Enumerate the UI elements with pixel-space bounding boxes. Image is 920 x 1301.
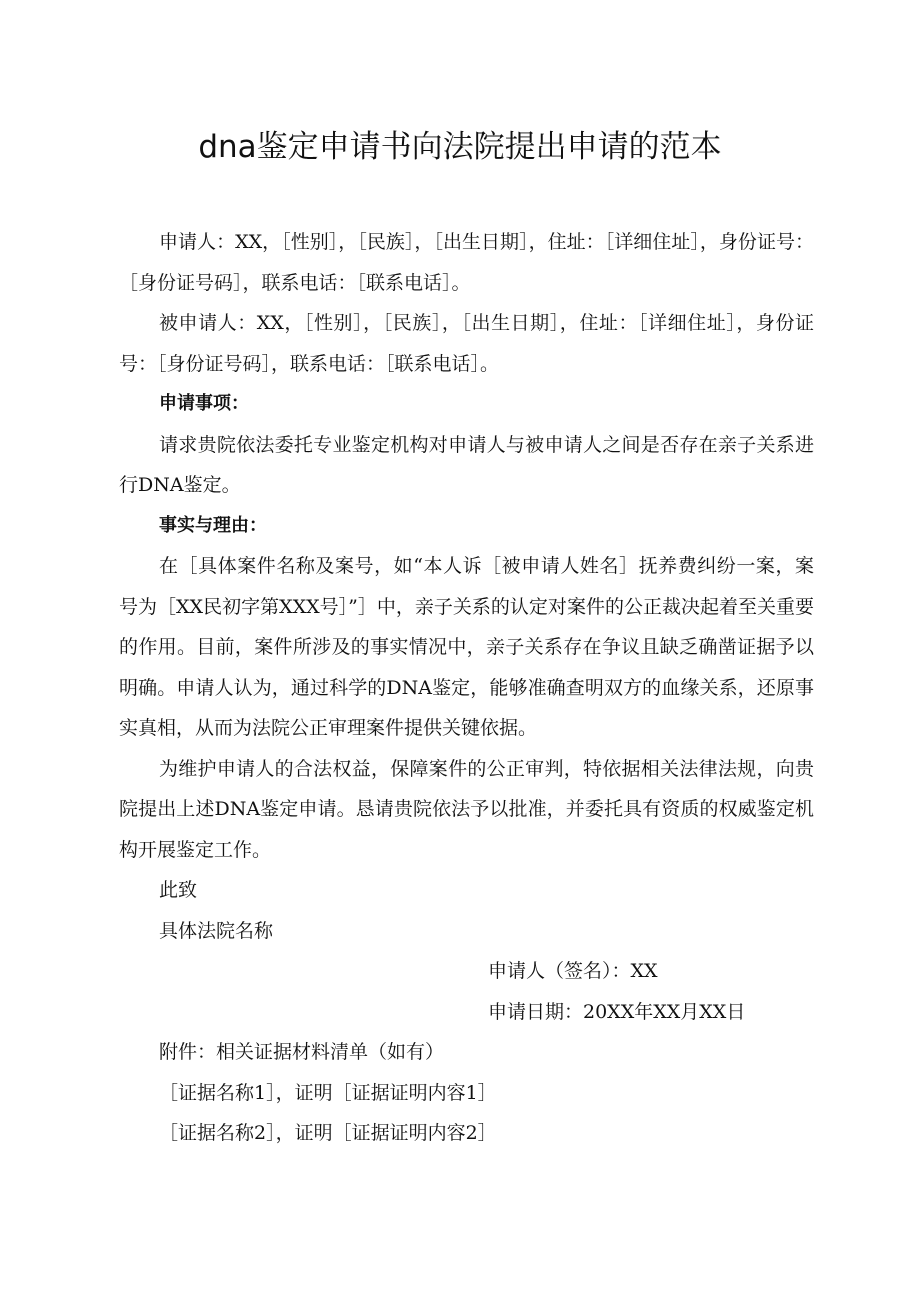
document-title: dna鉴定申请书向法院提出申请的范本 — [198, 129, 722, 165]
respondent-paragraph: 被申请人：XX，［性别］，［民族］，［出生日期］，住址：［详细住址］，身份证号：［身份证号码］，联系电话：［联系电话］。 — [119, 312, 814, 375]
facts-paragraph-2: 为维护申请人的合法权益，保障案件的公正审判，特依据相关法律法规，向贵院提出上述DNA鉴定申请。恳请贵院依法予以批准，并委托具有资质的权威鉴定机构开展鉴定工作。 — [119, 757, 814, 861]
evidence-item: ［证据名称1］，证明［证据证明内容1］ — [159, 1081, 497, 1104]
applicant-paragraph: 申请人：XX，［性别］，［民族］，［出生日期］，住址：［详细住址］，身份证号：［身份证号码］，联系电话：［联系电话］。 — [119, 231, 814, 294]
court-name: 具体法院名称 — [159, 919, 274, 942]
facts-heading: 事实与理由： — [159, 514, 267, 536]
document-body — [119, 222, 814, 1154]
application-date: 申请日期：20XX年XX月XX日 — [488, 1000, 746, 1023]
evidence-item: ［证据名称2］，证明［证据证明内容2］ — [159, 1122, 497, 1144]
closing-salutation: 此致 — [159, 879, 198, 901]
request-heading: 申请事项： — [159, 393, 249, 414]
attachment-title: 附件：相关证据材料清单（如有） — [159, 1041, 445, 1063]
facts-paragraph-1: 在［具体案件名称及案号，如“本人诉［被申请人姓名］抚养费纠纷一案，案号为［XX民初字第XXX号］”］中，亲子关系的认定对案件的公正裁决起着至关重要的作用。目前，案件所涉及的事实情况中，亲子关系存在争议且缺乏确凿证据予以明确。申请人认为，通过科学的DNA鉴定，能够准确查明双方的血缘关系，还原事实真相，从而为法院公正审理案件提供关键依据。 — [119, 555, 814, 739]
request-paragraph: 请求贵院依法委托专业鉴定机构对申请人与被申请人之间是否存在亲子关系进行DNA鉴定。 — [119, 433, 814, 496]
applicant-signature: 申请人（签名）：XX — [488, 960, 658, 982]
